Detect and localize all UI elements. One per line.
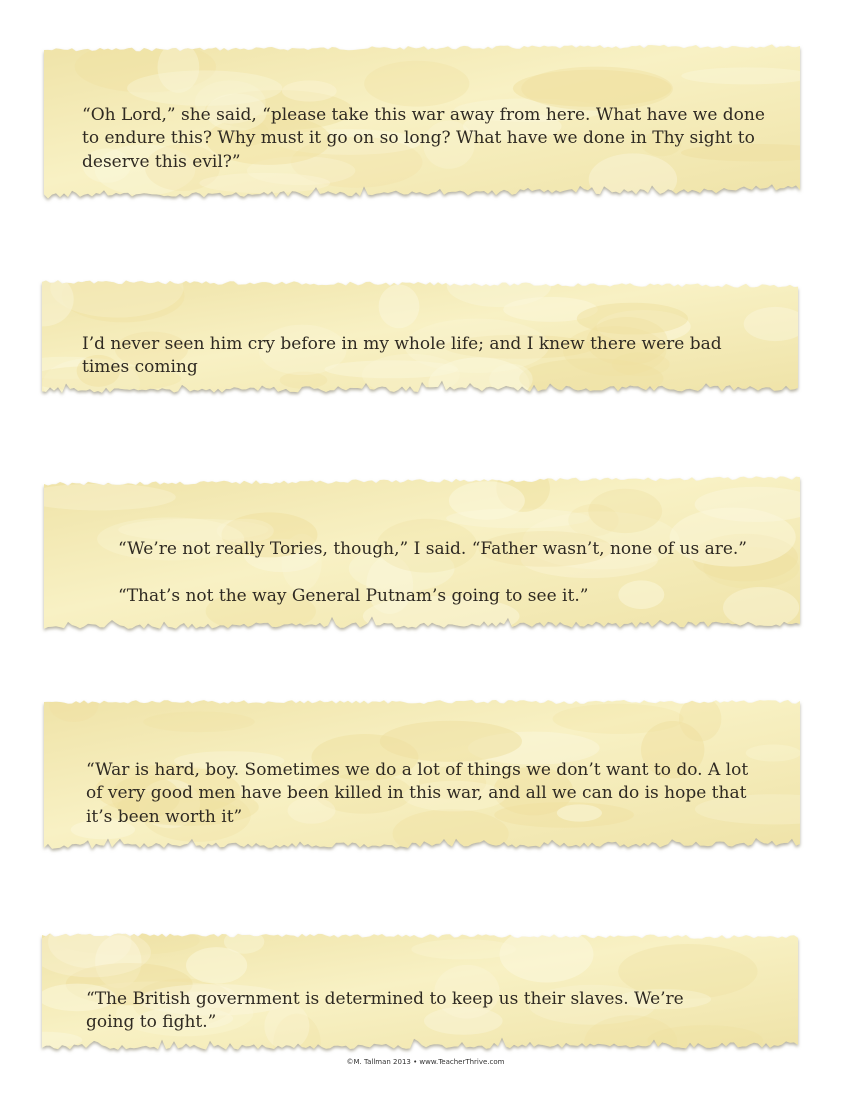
quote-paragraph: “We’re not really Tories, though,” I said. “Father wasn’t, none of us are.” [118,538,747,559]
quote-paragraph: I’d never seen him cry before in my whole life; and I knew there were bad times coming [82,333,722,377]
quote-strip-3 [0,470,851,635]
quote-text [82,514,752,632]
quote-strip-2 [0,272,851,402]
quote-paragraph: “War is hard, boy. Sometimes we do a lot of things we don’t want to do. A lot of very good men have been killed in this war, and all we can do is hope that it’s been worth it” [86,759,749,827]
quote-strip-5 [0,925,851,1055]
quote-paragraph: “Oh Lord,” she said, “please take this war away from here. What have we done to endure this? Why must it go on so long? What have we done in Thy sight to deserve this evil?” [82,104,765,172]
quote-text [82,309,742,403]
quote-paragraph: “That’s not the way General Putnam’s going to see it.” [118,585,589,606]
copyright-footer: ©M. Tallman 2013 • www.TeacherThrive.com [346,1058,505,1066]
quote-text [86,735,766,853]
quote-strip-4 [0,694,851,859]
quote-strip-1 [0,40,851,200]
quote-paragraph: “The British government is determined to keep us their slaves. We’re going to fight.” [86,988,684,1032]
quote-text [82,80,772,198]
quote-text [86,964,686,1058]
